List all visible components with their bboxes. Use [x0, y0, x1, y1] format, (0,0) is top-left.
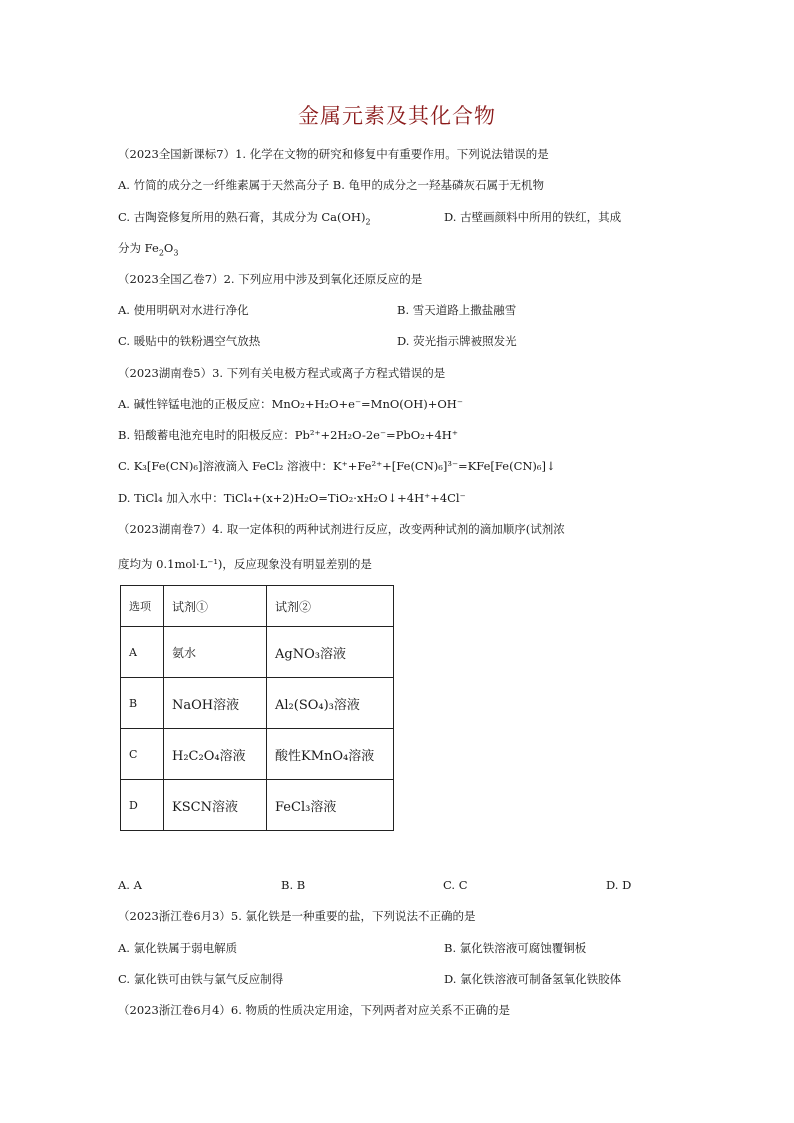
question-5-option-b: B. 氯化铁溶液可腐蚀覆铜板 — [444, 941, 587, 955]
question-1-option-d-cont — [118, 240, 178, 256]
table-cell: A — [121, 627, 164, 678]
question-2-stem: （2023全国乙卷7）2. 下列应用中涉及到氧化还原反应的是 — [118, 272, 423, 286]
question-4-stem-cont: 度均为 0.1mol·L⁻¹)，反应现象没有明显差别的是 — [118, 557, 372, 571]
formula-part: O — [163, 241, 174, 255]
table-header-row — [121, 586, 394, 627]
table-row — [121, 780, 394, 831]
question-2-option-b: B. 雪天道路上撒盐融雪 — [397, 303, 517, 317]
table-cell: FeCl₃溶液 — [267, 780, 394, 831]
subscript: 2 — [365, 217, 371, 227]
table-cell: B — [121, 678, 164, 729]
table-header-cell: 试剂② — [267, 586, 394, 627]
question-5-option-d: D. 氯化铁溶液可制备氢氧化铁胶体 — [444, 972, 622, 986]
question-2-option-a: A. 使用明矾对水进行净化 — [118, 303, 249, 317]
page-title: 金属元素及其化合物 — [298, 104, 496, 128]
option-d-cont-text: 分为 Fe — [118, 241, 159, 255]
table-cell: AgNO₃溶液 — [267, 627, 394, 678]
reagent-table — [120, 585, 394, 831]
table-row — [121, 729, 394, 780]
table-row — [121, 678, 394, 729]
subscript: 3 — [173, 248, 179, 258]
question-4-stem: （2023湖南卷7）4. 取一定体积的两种试剂进行反应，改变两种试剂的滴加顺序(试剂浓 — [118, 522, 565, 536]
question-3-option-b: B. 铅酸蓄电池充电时的阳极反应：Pb²⁺+2H₂O-2e⁻=PbO₂+4H⁺ — [118, 428, 458, 442]
question-5-stem: （2023浙江卷6月3）5. 氯化铁是一种重要的盐，下列说法不正确的是 — [118, 909, 476, 923]
question-3-stem: （2023湖南卷5）3. 下列有关电极方程式或离子方程式错误的是 — [118, 366, 446, 380]
question-4-option-d: D. D — [606, 878, 632, 892]
question-3-option-d: D. TiCl₄ 加入水中：TiCl₄+(x+2)H₂O=TiO₂·xH₂O↓+4H⁺+4Cl⁻ — [118, 491, 466, 505]
question-4-option-c: C. C — [443, 878, 468, 892]
question-1-option-a — [118, 177, 544, 193]
question-2-option-c: C. 暖贴中的铁粉遇空气放热 — [118, 334, 261, 348]
table-cell: D — [121, 780, 164, 831]
question-2-option-d: D. 荧光指示牌被照发光 — [397, 334, 517, 348]
table-header-cell: 试剂① — [164, 586, 267, 627]
option-b-text: B. 龟甲的成分之一羟基磷灰石属于无机物 — [332, 178, 545, 192]
question-6-stem: （2023浙江卷6月4）6. 物质的性质决定用途，下列两者对应关系不正确的是 — [118, 1003, 511, 1017]
question-1-stem: （2023全国新课标7）1. 化学在文物的研究和修复中有重要作用。下列说法错误的是 — [118, 147, 549, 161]
table-cell: 氨水 — [164, 627, 267, 678]
table-row — [121, 627, 394, 678]
table-cell: KSCN溶液 — [164, 780, 267, 831]
question-3-option-c: C. K₃[Fe(CN)₆]溶液滴入 FeCl₂ 溶液中：K⁺+Fe²⁺+[Fe(CN)₆]³⁻=KFe[Fe(CN)₆]↓ — [118, 459, 556, 473]
question-1-option-c — [118, 209, 371, 225]
table-cell: NaOH溶液 — [164, 678, 267, 729]
question-4-option-b: B. B — [281, 878, 306, 892]
table-cell: Al₂(SO₄)₃溶液 — [267, 678, 394, 729]
question-4-option-a: A. A — [118, 878, 142, 892]
option-a-text: A. 竹简的成分之一纤维素属于天然高分子 — [118, 178, 330, 192]
question-3-option-a: A. 碱性锌锰电池的正极反应：MnO₂+H₂O+e⁻=MnO(OH)+OH⁻ — [118, 397, 463, 411]
table-cell: 酸性KMnO₄溶液 — [267, 729, 394, 780]
question-1-option-d: D. 古壁画颜料中所用的铁红，其成 — [444, 210, 622, 224]
question-5-option-c: C. 氯化铁可由铁与氯气反应制得 — [118, 972, 284, 986]
table-cell: C — [121, 729, 164, 780]
option-c-text: C. 古陶瓷修复所用的熟石膏，其成分为 Ca(OH) — [118, 210, 366, 224]
table-cell: H₂C₂O₄溶液 — [164, 729, 267, 780]
table-header-cell: 选项 — [121, 586, 164, 627]
subscript: 2 — [158, 248, 164, 258]
question-5-option-a: A. 氯化铁属于弱电解质 — [118, 941, 238, 955]
